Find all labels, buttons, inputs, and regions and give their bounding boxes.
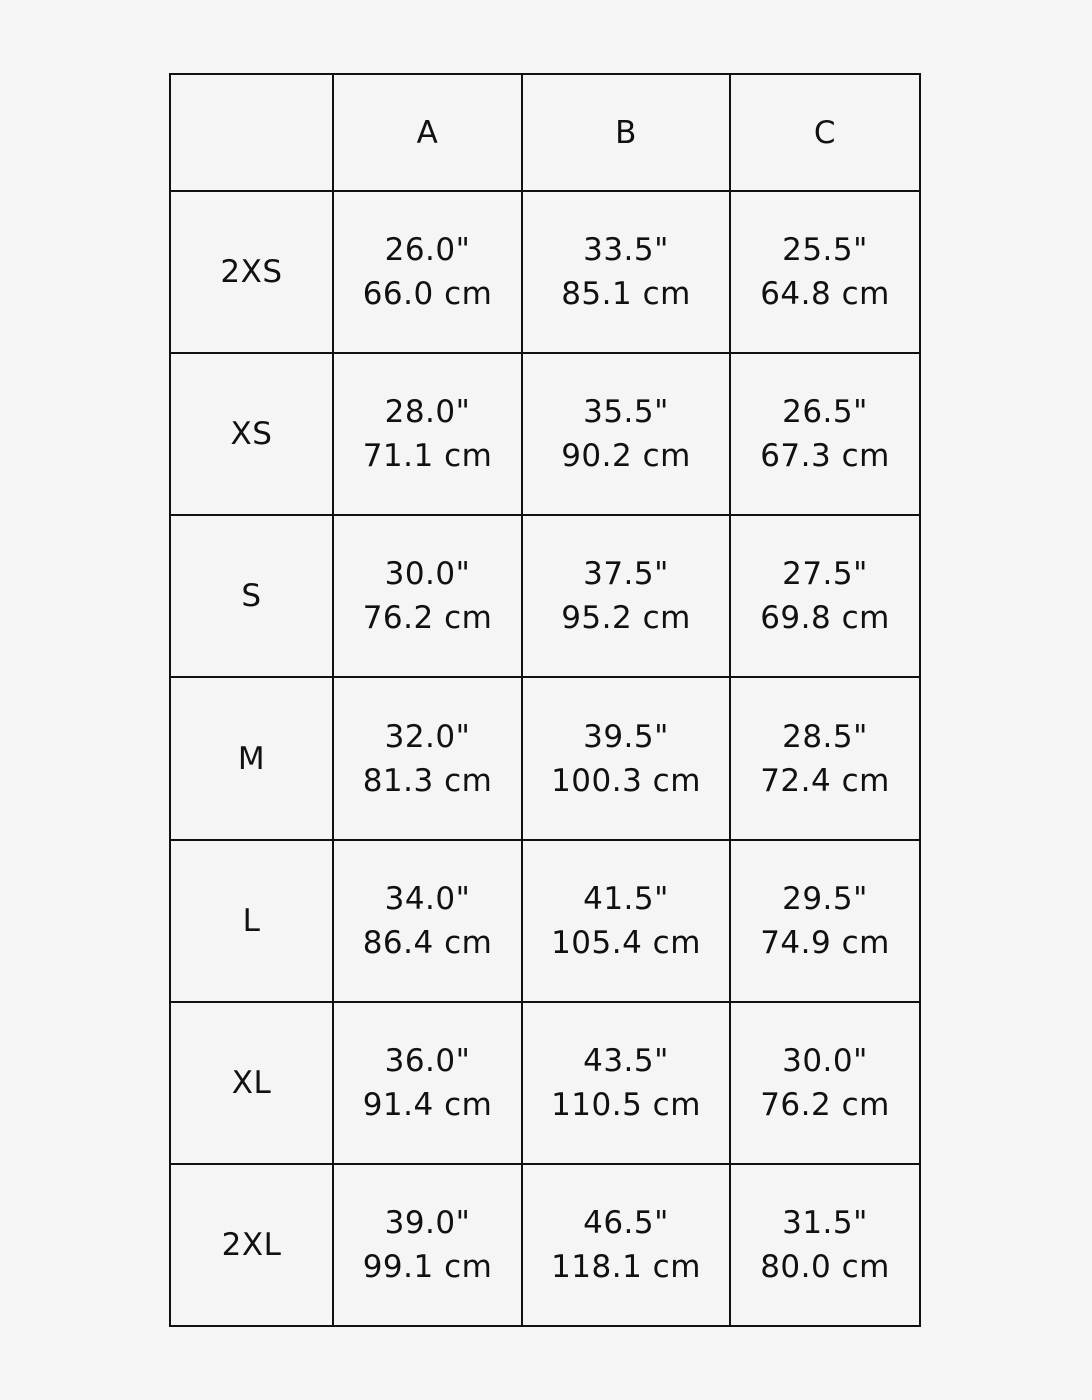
cm-value: 91.4 cm	[362, 1086, 493, 1123]
cm-value: 81.3 cm	[362, 762, 493, 799]
cm-value: 74.9 cm	[760, 924, 890, 961]
size-label: XL	[170, 1002, 333, 1164]
cm-value: 100.3 cm	[551, 762, 701, 799]
cm-value: 85.1 cm	[561, 276, 691, 313]
inches-value: 28.0"	[384, 394, 471, 431]
measurement-cell-a	[333, 353, 522, 515]
size-row-2xl	[170, 1164, 920, 1326]
cm-value: 64.8 cm	[760, 276, 890, 313]
measurement-cell-a	[333, 1002, 522, 1164]
measurement-cell-a	[333, 191, 522, 353]
inches-value: 41.5"	[583, 880, 669, 917]
size-row-m	[170, 677, 920, 839]
header-cell-c: C	[730, 74, 920, 191]
size-label: S	[170, 515, 333, 677]
size-row-l	[170, 840, 920, 1002]
cm-value: 95.2 cm	[561, 600, 691, 637]
inches-value: 27.5"	[782, 556, 868, 593]
size-row-s	[170, 515, 920, 677]
cm-value: 110.5 cm	[551, 1086, 701, 1123]
measurement-cell-b	[522, 1164, 730, 1326]
inches-value: 31.5"	[782, 1204, 868, 1241]
cm-value: 99.1 cm	[362, 1248, 493, 1285]
inches-value: 33.5"	[583, 232, 669, 269]
measurement-cell-c	[730, 1164, 920, 1326]
measurement-cell-c	[730, 677, 920, 839]
inches-value: 39.5"	[583, 718, 669, 755]
inches-value: 43.5"	[583, 1042, 669, 1079]
inches-value: 30.0"	[384, 556, 471, 593]
size-label: 2XL	[170, 1164, 333, 1326]
measurement-cell-c	[730, 1002, 920, 1164]
cm-value: 71.1 cm	[362, 438, 493, 475]
cm-value: 86.4 cm	[362, 924, 493, 961]
cm-value: 80.0 cm	[760, 1248, 890, 1285]
measurement-cell-b	[522, 677, 730, 839]
cm-value: 69.8 cm	[760, 600, 890, 637]
measurement-cell-b	[522, 353, 730, 515]
size-label: 2XS	[170, 191, 333, 353]
inches-value: 26.0"	[384, 232, 471, 269]
inches-value: 39.0"	[384, 1204, 471, 1241]
measurement-cell-b	[522, 515, 730, 677]
measurement-cell-c	[730, 191, 920, 353]
size-row-xs	[170, 353, 920, 515]
measurement-cell-a	[333, 1164, 522, 1326]
measurement-cell-a	[333, 515, 522, 677]
measurement-cell-b	[522, 1002, 730, 1164]
size-row-xl	[170, 1002, 920, 1164]
inches-value: 37.5"	[583, 556, 669, 593]
size-label: XS	[170, 353, 333, 515]
measurement-cell-c	[730, 515, 920, 677]
header-cell-b: B	[522, 74, 730, 191]
inches-value: 26.5"	[782, 394, 868, 431]
measurement-cell-c	[730, 840, 920, 1002]
inches-value: 32.0"	[384, 718, 471, 755]
measurement-cell-b	[522, 191, 730, 353]
size-label: L	[170, 840, 333, 1002]
inches-value: 46.5"	[583, 1204, 669, 1241]
inches-value: 28.5"	[782, 718, 868, 755]
size-chart-table	[169, 73, 921, 1327]
cm-value: 67.3 cm	[760, 438, 890, 475]
inches-value: 30.0"	[782, 1042, 868, 1079]
measurement-cell-a	[333, 677, 522, 839]
inches-value: 25.5"	[782, 232, 868, 269]
inches-value: 36.0"	[384, 1042, 471, 1079]
inches-value: 35.5"	[583, 394, 669, 431]
cm-value: 76.2 cm	[362, 600, 493, 637]
inches-value: 29.5"	[782, 880, 868, 917]
cm-value: 105.4 cm	[551, 924, 701, 961]
measurement-cell-a	[333, 840, 522, 1002]
cm-value: 72.4 cm	[760, 762, 890, 799]
size-row-2xs	[170, 191, 920, 353]
header-cell-a: A	[333, 74, 522, 191]
measurement-cell-c	[730, 353, 920, 515]
cm-value: 118.1 cm	[551, 1248, 701, 1285]
size-label: M	[170, 677, 333, 839]
cm-value: 90.2 cm	[561, 438, 691, 475]
header-row	[170, 74, 920, 191]
inches-value: 34.0"	[384, 880, 471, 917]
header-corner-cell	[170, 74, 333, 191]
measurement-cell-b	[522, 840, 730, 1002]
cm-value: 76.2 cm	[760, 1086, 890, 1123]
cm-value: 66.0 cm	[362, 276, 493, 313]
